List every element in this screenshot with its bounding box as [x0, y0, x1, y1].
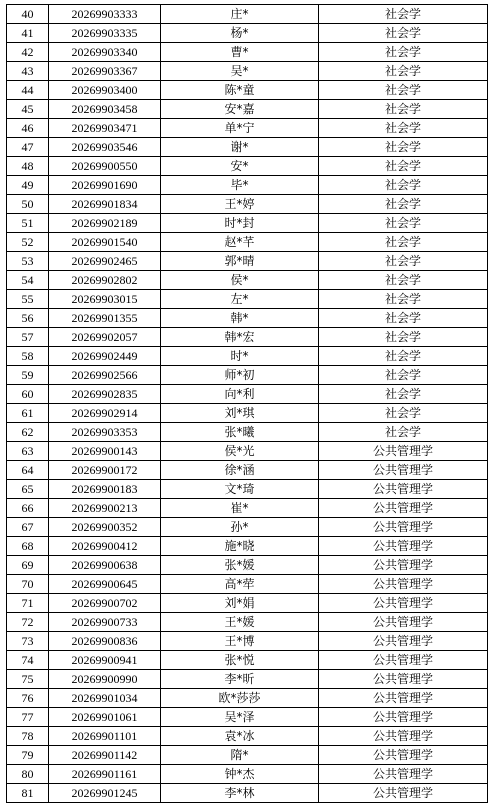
- student-name-cell: 陈*童: [161, 81, 319, 100]
- student-id-cell: 20269903400: [49, 81, 161, 100]
- student-name-cell: 时*封: [161, 214, 319, 233]
- student-name-cell: 安*嘉: [161, 100, 319, 119]
- student-name-cell: 师*初: [161, 366, 319, 385]
- table-row: [7, 575, 488, 594]
- student-name-cell: 高*荦: [161, 575, 319, 594]
- student-name-cell: 张*媛: [161, 556, 319, 575]
- major-cell: 公共管理学: [319, 651, 488, 670]
- student-id-cell: 20269903353: [49, 423, 161, 442]
- student-id-cell: 20269901061: [49, 708, 161, 727]
- student-name-cell: 李*林: [161, 784, 319, 803]
- student-id-cell: 20269901355: [49, 309, 161, 328]
- table-row: [7, 5, 488, 24]
- student-name-cell: 韩*宏: [161, 328, 319, 347]
- table-row: [7, 423, 488, 442]
- row-number-cell: 71: [7, 594, 49, 613]
- table-row: [7, 556, 488, 575]
- student-name-cell: 王*媛: [161, 613, 319, 632]
- row-number-cell: 81: [7, 784, 49, 803]
- table-row: [7, 442, 488, 461]
- major-cell: 公共管理学: [319, 727, 488, 746]
- student-name-cell: 文*琦: [161, 480, 319, 499]
- student-name-cell: 侯*: [161, 271, 319, 290]
- student-id-cell: 20269900550: [49, 157, 161, 176]
- student-id-cell: 20269900990: [49, 670, 161, 689]
- table-row: [7, 594, 488, 613]
- row-number-cell: 57: [7, 328, 49, 347]
- row-number-cell: 76: [7, 689, 49, 708]
- table-row: [7, 746, 488, 765]
- major-cell: 社会学: [319, 24, 488, 43]
- student-id-cell: 20269901034: [49, 689, 161, 708]
- table-row: [7, 119, 488, 138]
- major-cell: 公共管理学: [319, 518, 488, 537]
- row-number-cell: 56: [7, 309, 49, 328]
- row-number-cell: 46: [7, 119, 49, 138]
- table-row: [7, 81, 488, 100]
- table-row: [7, 366, 488, 385]
- major-cell: 公共管理学: [319, 461, 488, 480]
- table-row: [7, 24, 488, 43]
- student-id-cell: 20269900412: [49, 537, 161, 556]
- major-cell: 社会学: [319, 62, 488, 81]
- student-id-cell: 20269901245: [49, 784, 161, 803]
- major-cell: 社会学: [319, 214, 488, 233]
- major-cell: 社会学: [319, 176, 488, 195]
- major-cell: 公共管理学: [319, 594, 488, 613]
- major-cell: 社会学: [319, 347, 488, 366]
- table-row: [7, 252, 488, 271]
- major-cell: 公共管理学: [319, 442, 488, 461]
- student-id-cell: 20269902449: [49, 347, 161, 366]
- row-number-cell: 63: [7, 442, 49, 461]
- table-row: [7, 195, 488, 214]
- major-cell: 社会学: [319, 385, 488, 404]
- student-name-cell: 王*博: [161, 632, 319, 651]
- major-cell: 公共管理学: [319, 784, 488, 803]
- row-number-cell: 65: [7, 480, 49, 499]
- row-number-cell: 42: [7, 43, 49, 62]
- table-row: [7, 271, 488, 290]
- student-id-cell: 20269903367: [49, 62, 161, 81]
- row-number-cell: 72: [7, 613, 49, 632]
- student-id-cell: 20269903333: [49, 5, 161, 24]
- row-number-cell: 61: [7, 404, 49, 423]
- table-row: [7, 43, 488, 62]
- student-name-cell: 施*晓: [161, 537, 319, 556]
- student-id-cell: 20269900213: [49, 499, 161, 518]
- table-row: [7, 784, 488, 803]
- row-number-cell: 78: [7, 727, 49, 746]
- major-cell: 社会学: [319, 233, 488, 252]
- major-cell: 公共管理学: [319, 670, 488, 689]
- table-row: [7, 290, 488, 309]
- student-name-cell: 袁*冰: [161, 727, 319, 746]
- row-number-cell: 77: [7, 708, 49, 727]
- major-cell: 社会学: [319, 404, 488, 423]
- student-id-cell: 20269903546: [49, 138, 161, 157]
- major-cell: 社会学: [319, 81, 488, 100]
- row-number-cell: 55: [7, 290, 49, 309]
- row-number-cell: 79: [7, 746, 49, 765]
- row-number-cell: 64: [7, 461, 49, 480]
- row-number-cell: 44: [7, 81, 49, 100]
- row-number-cell: 80: [7, 765, 49, 784]
- student-id-cell: 20269902802: [49, 271, 161, 290]
- major-cell: 社会学: [319, 157, 488, 176]
- table-row: [7, 651, 488, 670]
- student-id-cell: 20269902566: [49, 366, 161, 385]
- row-number-cell: 51: [7, 214, 49, 233]
- row-number-cell: 48: [7, 157, 49, 176]
- student-id-cell: 20269900702: [49, 594, 161, 613]
- table-row: [7, 613, 488, 632]
- row-number-cell: 73: [7, 632, 49, 651]
- major-cell: 社会学: [319, 195, 488, 214]
- student-name-cell: 刘*娟: [161, 594, 319, 613]
- student-name-cell: 安*: [161, 157, 319, 176]
- major-cell: 社会学: [319, 290, 488, 309]
- table-row: [7, 176, 488, 195]
- major-cell: 公共管理学: [319, 689, 488, 708]
- row-number-cell: 74: [7, 651, 49, 670]
- table-row: [7, 404, 488, 423]
- row-number-cell: 54: [7, 271, 49, 290]
- major-cell: 公共管理学: [319, 613, 488, 632]
- row-number-cell: 75: [7, 670, 49, 689]
- major-cell: 公共管理学: [319, 575, 488, 594]
- student-id-cell: 20269900638: [49, 556, 161, 575]
- student-id-cell: 20269903335: [49, 24, 161, 43]
- student-id-cell: 20269902914: [49, 404, 161, 423]
- table-row: [7, 62, 488, 81]
- table-row: [7, 347, 488, 366]
- student-id-cell: 20269901834: [49, 195, 161, 214]
- student-name-cell: 侯*光: [161, 442, 319, 461]
- student-id-cell: 20269900172: [49, 461, 161, 480]
- student-id-cell: 20269902465: [49, 252, 161, 271]
- row-number-cell: 40: [7, 5, 49, 24]
- table-row: [7, 157, 488, 176]
- table-row: [7, 233, 488, 252]
- student-name-cell: 欧*莎莎: [161, 689, 319, 708]
- student-name-cell: 曹*: [161, 43, 319, 62]
- table-row: [7, 632, 488, 651]
- major-cell: 公共管理学: [319, 708, 488, 727]
- student-name-cell: 赵*芊: [161, 233, 319, 252]
- student-name-cell: 杨*: [161, 24, 319, 43]
- major-cell: 公共管理学: [319, 632, 488, 651]
- row-number-cell: 60: [7, 385, 49, 404]
- table-row: [7, 309, 488, 328]
- student-name-cell: 郭*晴: [161, 252, 319, 271]
- major-cell: 社会学: [319, 138, 488, 157]
- student-name-cell: 时*: [161, 347, 319, 366]
- student-name-cell: 吴*泽: [161, 708, 319, 727]
- student-id-cell: 20269902835: [49, 385, 161, 404]
- student-id-cell: 20269900941: [49, 651, 161, 670]
- row-number-cell: 53: [7, 252, 49, 271]
- major-cell: 公共管理学: [319, 746, 488, 765]
- student-id-cell: 20269903471: [49, 119, 161, 138]
- student-id-cell: 20269900352: [49, 518, 161, 537]
- student-name-cell: 庄*: [161, 5, 319, 24]
- major-cell: 社会学: [319, 366, 488, 385]
- major-cell: 公共管理学: [319, 480, 488, 499]
- student-id-cell: 20269900645: [49, 575, 161, 594]
- major-cell: 社会学: [319, 309, 488, 328]
- major-cell: 公共管理学: [319, 556, 488, 575]
- row-number-cell: 58: [7, 347, 49, 366]
- major-cell: 社会学: [319, 5, 488, 24]
- table-row: [7, 328, 488, 347]
- major-cell: 社会学: [319, 423, 488, 442]
- student-id-cell: 20269901161: [49, 765, 161, 784]
- table-row: [7, 765, 488, 784]
- student-name-cell: 隋*: [161, 746, 319, 765]
- major-cell: 公共管理学: [319, 499, 488, 518]
- table-row: [7, 214, 488, 233]
- major-cell: 社会学: [319, 328, 488, 347]
- student-name-cell: 徐*涵: [161, 461, 319, 480]
- student-name-cell: 毕*: [161, 176, 319, 195]
- student-name-cell: 孙*: [161, 518, 319, 537]
- row-number-cell: 70: [7, 575, 49, 594]
- student-id-cell: 20269900836: [49, 632, 161, 651]
- row-number-cell: 66: [7, 499, 49, 518]
- row-number-cell: 41: [7, 24, 49, 43]
- major-cell: 社会学: [319, 271, 488, 290]
- table-row: [7, 727, 488, 746]
- major-cell: 社会学: [319, 43, 488, 62]
- major-cell: 公共管理学: [319, 765, 488, 784]
- table-row: [7, 385, 488, 404]
- roster-body: [7, 5, 488, 803]
- table-row: [7, 461, 488, 480]
- row-number-cell: 68: [7, 537, 49, 556]
- row-number-cell: 47: [7, 138, 49, 157]
- student-name-cell: 左*: [161, 290, 319, 309]
- table-row: [7, 499, 488, 518]
- student-name-cell: 钟*杰: [161, 765, 319, 784]
- student-id-cell: 20269902189: [49, 214, 161, 233]
- major-cell: 社会学: [319, 252, 488, 271]
- student-name-cell: 李*昕: [161, 670, 319, 689]
- row-number-cell: 69: [7, 556, 49, 575]
- student-id-cell: 20269901690: [49, 176, 161, 195]
- student-name-cell: 张*悦: [161, 651, 319, 670]
- student-id-cell: 20269900183: [49, 480, 161, 499]
- student-id-cell: 20269903340: [49, 43, 161, 62]
- student-id-cell: 20269900733: [49, 613, 161, 632]
- student-id-cell: 20269900143: [49, 442, 161, 461]
- row-number-cell: 62: [7, 423, 49, 442]
- student-id-cell: 20269901540: [49, 233, 161, 252]
- student-name-cell: 刘*琪: [161, 404, 319, 423]
- table-row: [7, 708, 488, 727]
- student-name-cell: 向*利: [161, 385, 319, 404]
- row-number-cell: 67: [7, 518, 49, 537]
- table-row: [7, 480, 488, 499]
- major-cell: 社会学: [319, 119, 488, 138]
- table-row: [7, 689, 488, 708]
- student-id-cell: 20269902057: [49, 328, 161, 347]
- table-row: [7, 537, 488, 556]
- table-row: [7, 138, 488, 157]
- student-id-cell: 20269903458: [49, 100, 161, 119]
- row-number-cell: 59: [7, 366, 49, 385]
- student-name-cell: 单*宁: [161, 119, 319, 138]
- student-name-cell: 张*曦: [161, 423, 319, 442]
- table-row: [7, 670, 488, 689]
- row-number-cell: 49: [7, 176, 49, 195]
- row-number-cell: 45: [7, 100, 49, 119]
- row-number-cell: 43: [7, 62, 49, 81]
- student-roster-table: [6, 4, 488, 803]
- row-number-cell: 50: [7, 195, 49, 214]
- student-id-cell: 20269901142: [49, 746, 161, 765]
- table-row: [7, 100, 488, 119]
- major-cell: 公共管理学: [319, 537, 488, 556]
- row-number-cell: 52: [7, 233, 49, 252]
- major-cell: 社会学: [319, 100, 488, 119]
- student-name-cell: 王*婷: [161, 195, 319, 214]
- table-row: [7, 518, 488, 537]
- student-id-cell: 20269901101: [49, 727, 161, 746]
- student-name-cell: 吴*: [161, 62, 319, 81]
- student-id-cell: 20269903015: [49, 290, 161, 309]
- student-name-cell: 韩*: [161, 309, 319, 328]
- student-name-cell: 崔*: [161, 499, 319, 518]
- student-name-cell: 谢*: [161, 138, 319, 157]
